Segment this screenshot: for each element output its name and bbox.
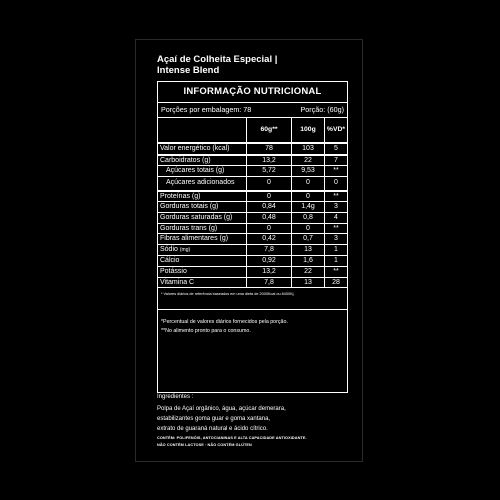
column-header-100g: 100g [292,118,325,143]
value-per-100g: 22 [292,266,325,277]
value-per-100g: 1,6 [292,256,325,267]
value-daily-percent: ** [325,266,348,277]
value-per-portion: 0 [247,223,292,234]
ingredients-line2: estabilizantes goma guar e goma xantana, [157,416,271,422]
ingredients-line3: extrato de guaraná natural e ácido cítrico. [157,426,268,432]
nutrition-row [158,143,347,155]
nutrition-row [158,266,347,277]
nutrient-label [158,176,247,191]
portion-size: Porção: (60g) [300,105,344,114]
value-per-portion: 0,92 [247,256,292,267]
nutrition-row [158,234,347,245]
ingredients-heading: Ingredientes : [157,394,194,400]
ready-footnote: **No alimento pronto para o consumo. [161,328,251,335]
value-per-portion: 13,2 [247,266,292,277]
nutrition-row [158,212,347,223]
ingredients-block [157,392,357,434]
value-per-100g: 0 [292,191,325,202]
nutrition-row [158,256,347,267]
percent-footnote: *Percentual de valores diários fornecidos pela porção. [161,319,288,326]
nutrient-name: Açúcares adicionados [166,179,235,187]
value-per-100g: 0 [292,223,325,234]
column-header-vd: %VD* [325,118,348,143]
value-daily-percent: 4 [325,212,348,223]
value-daily-percent: 1 [325,244,348,256]
nutrition-table [158,118,347,288]
value-daily-percent: 7 [325,155,348,166]
product-label-card [135,39,363,462]
value-daily-percent: ** [325,191,348,202]
nutrition-row [158,191,347,202]
nutrient-name: Sódio [160,245,178,253]
value-per-100g: 13 [292,277,325,288]
nutrition-row [158,155,347,166]
value-per-portion: 0 [247,176,292,191]
column-header-60g: 60g** [247,118,292,143]
value-daily-percent: 3 [325,234,348,245]
nutrient-name: Gorduras totais (g) [160,203,219,211]
nutrition-heading: INFORMAÇÃO NUTRICIONAL [158,82,347,103]
value-per-100g: 103 [292,143,325,155]
nutrient-name: Gorduras saturadas (g) [160,213,233,221]
nutrient-label [158,212,247,223]
value-daily-percent: ** [325,166,348,177]
nutrition-header-row [158,118,347,143]
nutrient-label [158,256,247,267]
nutrient-name: Açúcares totais (g) [166,167,225,175]
nutrition-row [158,277,347,288]
value-per-portion: 0,84 [247,202,292,213]
nutrition-row [158,223,347,234]
nutrient-label [158,244,247,256]
value-daily-percent: 3 [325,202,348,213]
header-blank [158,118,247,143]
contains-line2: NÃO CONTÉM LACTOSE · NÃO CONTÉM GLÚTEN [157,443,252,447]
nutrient-unit: (mg) [179,246,191,253]
product-title-line2: Intense Blend [157,65,220,76]
nutrient-name: Potássio [160,267,187,275]
nutrient-name: Vitamina C [160,278,195,286]
nutrition-row [158,202,347,213]
servings-row [158,103,347,118]
contains-block [157,435,357,449]
nutrient-name: Carboidratos (g) [160,156,211,164]
value-per-portion: 5,72 [247,166,292,177]
nutrient-name: Fibras alimentares (g) [160,235,229,243]
value-per-portion: 7,8 [247,244,292,256]
nutrient-label [158,277,247,288]
nutrient-name: Gorduras trans (g) [160,224,218,232]
value-per-100g: 1,4g [292,202,325,213]
contains-line1: CONTÉM: POLIFENÓIS, ANTOCIANINAS E ALTA CAPACIDADE ANTIOXIDANTE. [157,436,307,440]
value-per-portion: 0 [247,191,292,202]
nutrient-label [158,234,247,245]
value-per-100g: 0,8 [292,212,325,223]
nutrition-row [158,244,347,256]
value-daily-percent: 28 [325,277,348,288]
footnotes [158,310,347,336]
nutrient-label [158,191,247,202]
nutrient-label [158,202,247,213]
nutrient-label [158,143,247,155]
product-title [157,54,357,76]
ingredients-line1: Polpa de Açaí orgânico, água, açúcar demerara, [157,406,286,412]
product-title-line1: Açaí de Colheita Especial | [157,54,278,65]
value-per-portion: 0,42 [247,234,292,245]
nutrition-row [158,176,347,191]
value-daily-percent: 1 [325,256,348,267]
value-daily-percent: 5 [325,143,348,155]
servings-per-pack: Porções por embalagem: 78 [161,105,252,114]
nutrition-facts-panel [157,81,348,393]
nutrient-label [158,166,247,177]
nutrient-label [158,223,247,234]
nutrient-name: Cálcio [160,257,180,265]
value-per-portion: 0,48 [247,212,292,223]
nutrient-label [158,155,247,166]
value-per-portion: 78 [247,143,292,155]
nutrient-name: Valor energético (kcal) [160,145,230,152]
value-daily-percent: ** [325,223,348,234]
reference-footnote: * Valores diários de referência baseados em uma dieta de 2000Kcal ou 8400Kj. [158,288,347,310]
value-per-100g: 0 [292,176,325,191]
value-per-100g: 9,53 [292,166,325,177]
value-per-100g: 0,7 [292,234,325,245]
nutrient-label [158,266,247,277]
value-daily-percent: 0 [325,176,348,191]
nutrition-row [158,166,347,177]
value-per-portion: 7,8 [247,277,292,288]
value-per-portion: 13,2 [247,155,292,166]
value-per-100g: 13 [292,244,325,256]
value-per-100g: 22 [292,155,325,166]
nutrient-name: Proteínas (g) [160,192,201,200]
